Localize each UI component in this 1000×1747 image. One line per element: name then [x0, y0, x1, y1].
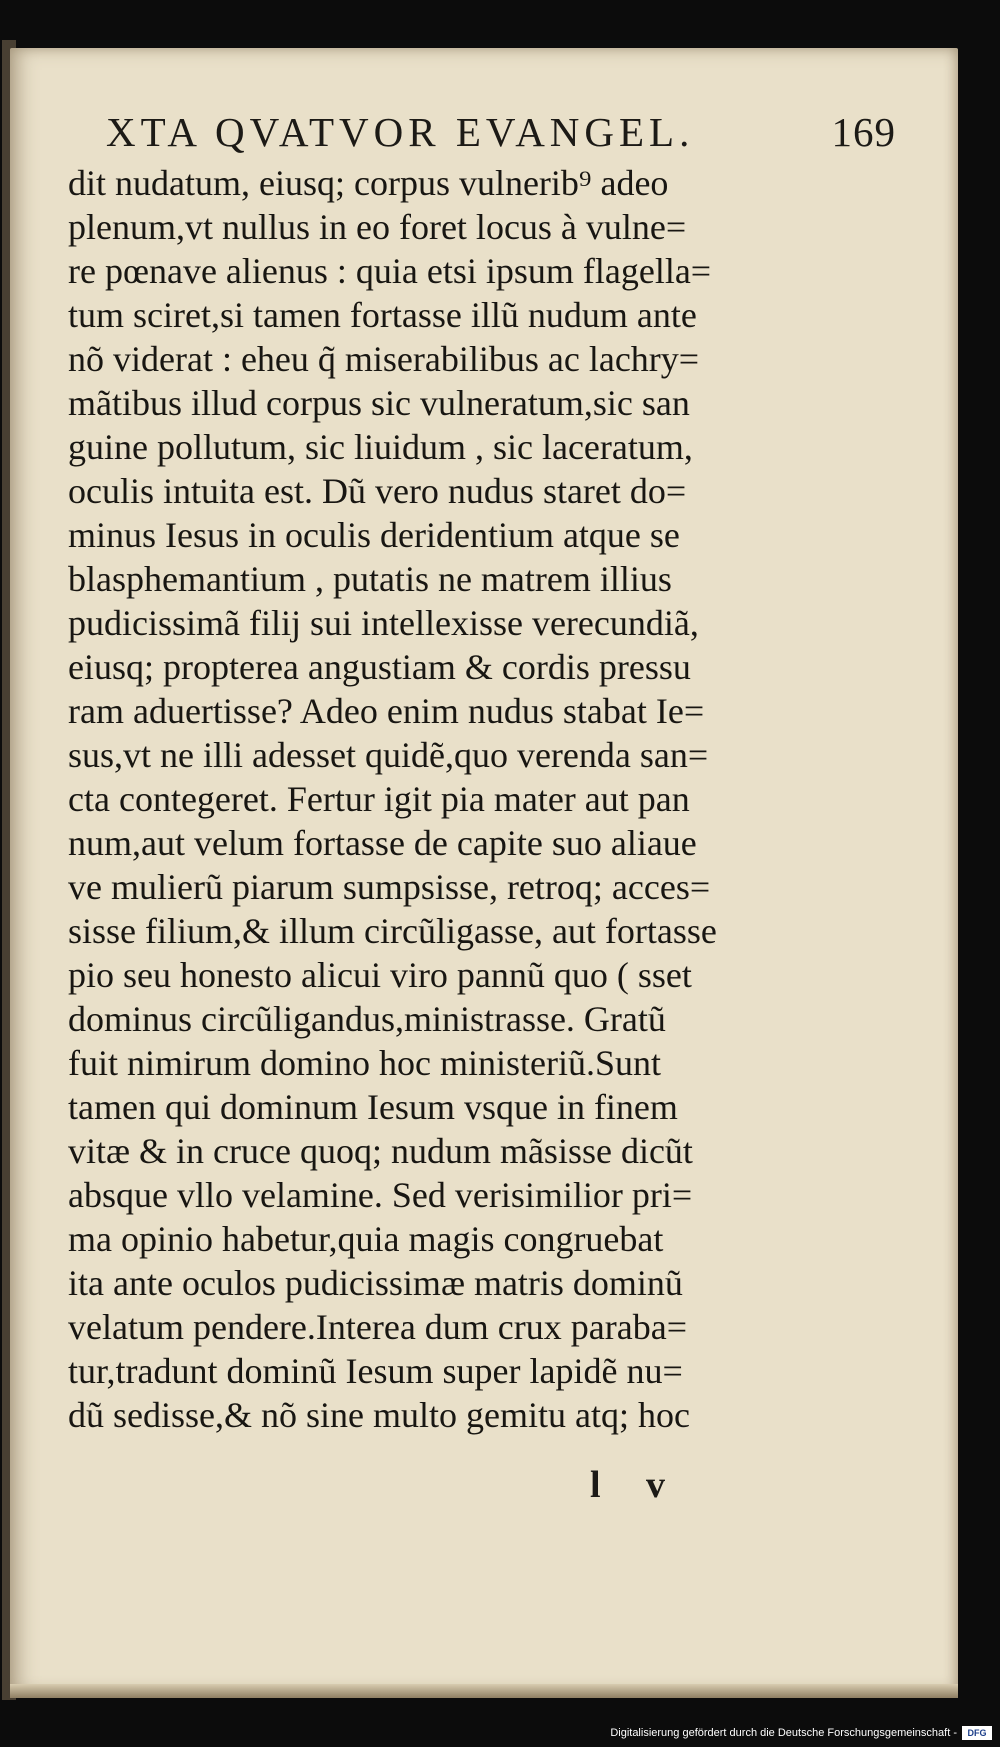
text-line: re pœnave alienus : quia etsi ipsum flagella=: [68, 251, 712, 291]
text-line: vitæ & in cruce quoq; nudum mãsisse dicũt: [68, 1131, 693, 1171]
body-text: [68, 161, 908, 1437]
page-bottom-edge: [10, 1684, 958, 1698]
text-line: tum sciret,si tamen fortasse illũ nudum ante: [68, 295, 697, 335]
text-line: mãtibus illud corpus sic vulneratum,sic san: [68, 383, 690, 423]
text-line: eiusq; propterea angustiam & cordis pressu: [68, 647, 691, 687]
book-page: [10, 48, 958, 1698]
text-line: nõ viderat : eheu q̃ miserabilibus ac lachry=: [68, 339, 700, 379]
text-line: ram aduertisse? Adeo enim nudus stabat Ie=: [68, 691, 705, 731]
text-line: num,aut velum fortasse de capite suo aliaue: [68, 823, 697, 863]
text-line: dominus circũligandus,ministrasse. Gratũ: [68, 999, 666, 1039]
text-line: absque vllo velamine. Sed verisimilior pri=: [68, 1175, 693, 1215]
text-line: minus Iesus in oculis deridentium atque se: [68, 515, 680, 555]
running-head-title: XTA QVATVOR EVANGEL.: [106, 109, 695, 155]
signature-mark: l v: [590, 1464, 684, 1506]
text-line: velatum pendere.Interea dum crux paraba=: [68, 1307, 687, 1347]
text-line: sus,vt ne illi adesset quidẽ,quo verenda san=: [68, 735, 709, 775]
text-line: ita ante oculos pudicissimæ matris dominũ: [68, 1263, 683, 1303]
text-line: tur,tradunt dominũ Iesum super lapidẽ nu=: [68, 1351, 683, 1391]
text-line: pio seu honesto alicui viro pannũ quo ( sset: [68, 955, 692, 995]
text-line: plenum,vt nullus in eo foret locus à vulne=: [68, 207, 687, 247]
text-line: oculis intuita est. Dũ vero nudus staret do=: [68, 471, 687, 511]
text-line: dũ sedisse,& nõ sine multo gemitu atq; hoc: [68, 1395, 690, 1435]
text-line: sisse filium,& illum circũligasse, aut fortasse: [68, 911, 717, 951]
text-line: fuit nimirum domino hoc ministeriũ.Sunt: [68, 1043, 661, 1083]
dfg-logo: DFG: [962, 1726, 992, 1740]
text-line: tamen qui dominum Iesum vsque in finem: [68, 1087, 678, 1127]
running-head: [106, 108, 896, 168]
credit-text: Digitalisierung gefördert durch die Deutsche Forschungsgemeinschaft -: [610, 1727, 957, 1739]
text-line: ma opinio habetur,quia magis congruebat: [68, 1219, 664, 1259]
text-line: pudicissimã filij sui intellexisse verecundiã,: [68, 603, 699, 643]
text-line: cta contegeret. Fertur igit pia mater aut pan: [68, 779, 690, 819]
text-line: dit nudatum, eiusq; corpus vulnerib⁹ adeo: [68, 163, 669, 203]
text-line: ve mulierũ piarum sumpsisse, retroq; acces=: [68, 867, 711, 907]
page-number: 169: [831, 109, 896, 155]
text-line: blasphemantium , putatis ne matrem illius: [68, 559, 672, 599]
digitization-credit: [610, 1723, 992, 1743]
text-line: guine pollutum, sic liuidum , sic laceratum,: [68, 427, 693, 467]
